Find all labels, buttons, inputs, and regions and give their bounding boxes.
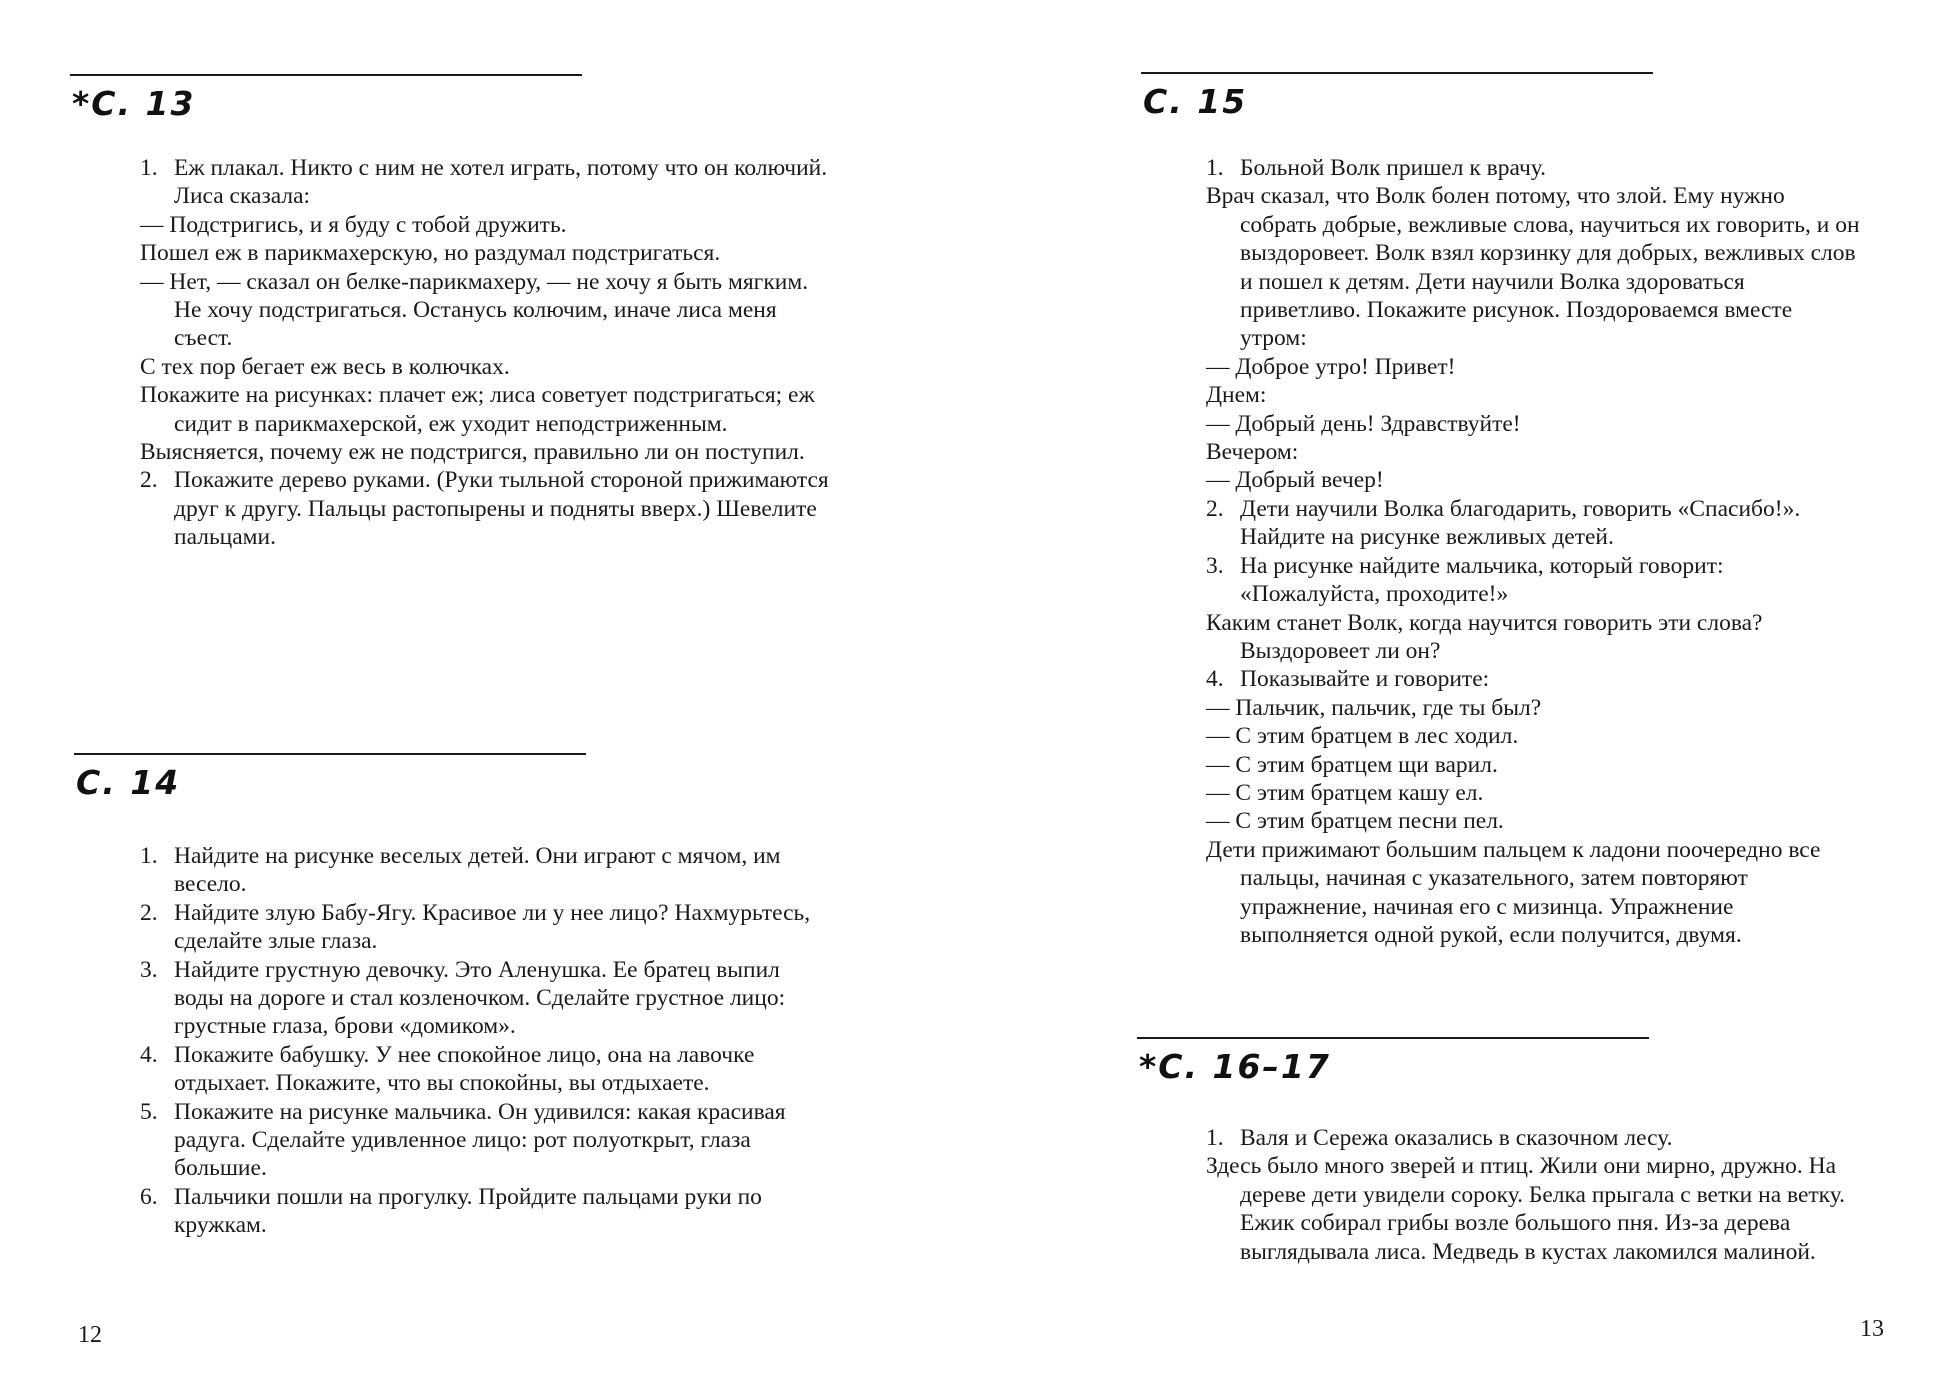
item-number: 6. [140, 1183, 158, 1210]
numbered-item [1206, 1124, 1862, 1152]
item-number: 1. [140, 843, 158, 869]
item-text: — С этим братцем в лес ходил. [1206, 723, 1519, 750]
numbered-item [140, 842, 832, 899]
item-text: Вечером: [1206, 439, 1299, 466]
item-text: Выясняется, почему еж не подстригся, правильно ли он поступил. [140, 439, 805, 466]
paragraph [140, 438, 832, 466]
item-text: Пошел еж в парикмахерскую, но раздумал подстригаться. [140, 240, 721, 267]
section-p15 [1141, 72, 1653, 121]
paragraph [1206, 722, 1862, 750]
section-heading: *С. 13 [72, 84, 196, 123]
item-text: С тех пор бегает еж весь в колючках. [140, 353, 510, 380]
section-body-p14 [140, 842, 832, 1240]
paragraph [1206, 694, 1862, 722]
numbered-item [1206, 495, 1862, 552]
paragraph [140, 381, 832, 438]
item-number: 2. [140, 899, 158, 926]
item-number: 2. [140, 467, 158, 494]
numbered-item [1206, 552, 1862, 609]
numbered-item [140, 1041, 832, 1098]
section-rule [74, 753, 586, 755]
item-text: На рисунке найдите мальчика, который говорит: «Пожалуйста, проходите!» [1240, 552, 1724, 608]
item-number: 1. [140, 155, 158, 181]
item-text: Дети прижимают большим пальцем к ладони поочередно все пальцы, начиная с указательного, затем повторяют упражнение, начиная его с мизинца. Упражнение выполняется одной рукой, если получится, двумя. [1206, 836, 1821, 948]
section-heading: С. 15 [1143, 82, 1248, 121]
paragraph [140, 268, 832, 353]
item-text: Покажите на рисунках: плачет еж; лиса советует подстригаться; еж сидит в парикмахерской, еж уходит неподстриженным. [140, 382, 815, 437]
item-text: Валя и Сережа оказались в сказочном лесу. [1240, 1125, 1673, 1151]
item-text: Еж плакал. Никто с ним не хотел играть, потому что он колючий. Лиса сказала: [174, 155, 828, 210]
paragraph [1206, 353, 1862, 381]
section-rule [1137, 1037, 1649, 1039]
item-text: Показывайте и говорите: [1240, 666, 1490, 693]
numbered-item [140, 466, 832, 551]
item-text: Врач сказал, что Волк болен потому, что злой. Ему нужно собрать добрые, вежливые слова, научиться их говорить, и он выздоровеет. Волк взял корзинку для добрых, вежливых слов и пошел к детям. Дети научили Волка здороваться приветливо. Покажите рисунок. Поздороваемся вместе утром: [1206, 183, 1860, 352]
section-body-p15 [1206, 154, 1862, 949]
item-text: — С этим братцем кашу ел. [1206, 779, 1484, 806]
numbered-item [140, 899, 832, 956]
paragraph [1206, 751, 1862, 779]
item-text: — С этим братцем щи варил. [1206, 751, 1498, 778]
item-number: 2. [1206, 495, 1224, 522]
paragraph [1206, 779, 1862, 807]
item-text: Дети научили Волка благодарить, говорить «Спасибо!». Найдите на рисунке вежливых детей. [1240, 495, 1801, 551]
section-p14 [74, 753, 586, 802]
item-text: Покажите на рисунке мальчика. Он удивился: какая красивая радуга. Сделайте удивленное лицо: рот полуоткрыт, глаза большие. [174, 1098, 786, 1182]
paragraph [1206, 1152, 1862, 1266]
paragraph [1206, 438, 1862, 466]
paragraph [1206, 410, 1862, 438]
numbered-item [1206, 154, 1862, 182]
item-number: 1. [1206, 1125, 1224, 1151]
section-body-p16-17 [1206, 1124, 1862, 1266]
paragraph [140, 211, 832, 239]
section-heading: С. 14 [76, 763, 181, 802]
paragraph [1206, 836, 1862, 950]
item-number: 4. [1206, 666, 1224, 693]
section-p13 [70, 74, 582, 123]
item-number: 3. [140, 956, 158, 983]
item-text: — Добрый день! Здравствуйте! [1206, 410, 1521, 437]
item-text: Больной Волк пришел к врачу. [1240, 155, 1547, 181]
section-rule [1141, 72, 1653, 74]
paragraph [140, 239, 832, 267]
item-text: — С этим братцем песни пел. [1206, 808, 1504, 835]
item-text: — Добрый вечер! [1206, 467, 1384, 494]
item-text: Каким станет Волк, когда научится говорить эти слова? Выздоровеет ли он? [1206, 609, 1763, 664]
item-text: Найдите злую Бабу-Ягу. Красивое ли у нее лицо? Нахмурьтесь, сделайте злые глаза. [174, 899, 811, 955]
item-text: Покажите дерево руками. (Руки тыльной стороной прижимаются друг к другу. Пальцы растопырены и подняты вверх.) Шевелите пальцами. [174, 467, 829, 551]
paragraph [1206, 609, 1862, 666]
item-text: Покажите бабушку. У нее спокойное лицо, она на лавочке отдыхает. Покажите, что вы спокойны, вы отдыхаете. [174, 1041, 755, 1097]
item-text: Найдите на рисунке веселых детей. Они играют с мячом, им весело. [174, 843, 781, 898]
right-page [966, 0, 1932, 1377]
numbered-item [140, 1098, 832, 1183]
item-text: Здесь было много зверей и птиц. Жили они мирно, дружно. На дереве дети увидели сороку. Белка прыгала с ветки на ветку. Ежик собирал грибы возле большого пня. Из-за дерева выглядывала лиса. Медведь в кустах лакомился малиной. [1206, 1153, 1846, 1265]
item-number: 4. [140, 1041, 158, 1068]
item-text: — Нет, — сказал он белке-парикмахеру, — не хочу я быть мягким. Не хочу подстригаться. Останусь колючим, иначе лиса меня съест. [140, 268, 809, 352]
item-text: Пальчики пошли на прогулку. Пройдите пальцами руки по кружкам. [174, 1183, 762, 1239]
left-page [0, 0, 966, 1377]
numbered-item [140, 154, 832, 211]
section-p16-17 [1137, 1037, 1649, 1086]
page-number: 12 [78, 1322, 102, 1348]
numbered-item [140, 956, 832, 1041]
section-heading: *С. 16–17 [1139, 1047, 1331, 1086]
item-text: — Доброе утро! Привет! [1206, 353, 1456, 380]
numbered-item [1206, 665, 1862, 693]
item-number: 1. [1206, 155, 1224, 181]
section-rule [70, 74, 582, 76]
numbered-item [140, 1183, 832, 1240]
section-body-p13 [140, 154, 832, 552]
item-text: — Пальчик, пальчик, где ты был? [1206, 694, 1542, 721]
paragraph [1206, 807, 1862, 835]
paragraph [1206, 381, 1862, 409]
item-number: 3. [1206, 552, 1224, 579]
page-number: 13 [1860, 1316, 1884, 1342]
item-text: Днем: [1206, 382, 1267, 409]
paragraph [1206, 182, 1862, 352]
item-text: — Подстригись, и я буду с тобой дружить. [140, 211, 567, 238]
paragraph [140, 353, 832, 381]
item-text: Найдите грустную девочку. Это Аленушка. Ее братец выпил воды на дороге и стал козленочком. Сделайте грустное лицо: грустные глаза, брови «домиком». [174, 956, 786, 1040]
paragraph [1206, 466, 1862, 494]
item-number: 5. [140, 1098, 158, 1125]
